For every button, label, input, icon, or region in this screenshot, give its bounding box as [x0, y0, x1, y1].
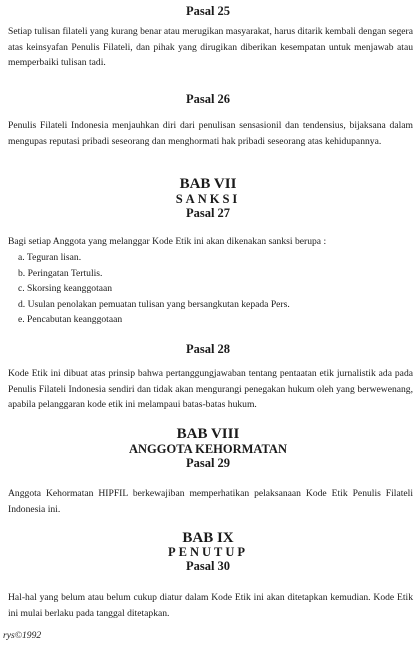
sanction-item: c. Skorsing keanggotaan: [18, 283, 113, 295]
pasal-30-heading: Pasal 30: [185, 559, 231, 573]
pasal-26-text: Penulis Filateli Indonesia menjauhkan diri dari penulisan sensasionil dan tendensius, bijaksana dalam mengupas reputasi pribadi seseorang dan menghormati hak pribadi seseorang atas kehidupannya.: [8, 120, 413, 147]
bab-9-title: PENUTUP: [167, 545, 249, 559]
sanction-item: e. Pencabutan keanggotaan: [18, 314, 123, 326]
pasal-27-heading: Pasal 27: [185, 206, 231, 220]
pasal-25-text: Setiap tulisan filateli yang kurang benar atau merugikan masyarakat, harus ditarik kembali dengan segera atas keinsyafan Penulis Filateli, dan pihak yang dirugikan diberikan kesempatan untuk menjawab atau memperbaiki tulisan tadi.: [8, 26, 413, 69]
pasal-28-heading: Pasal 28: [185, 342, 231, 356]
pasal-25-heading: Pasal 25: [185, 4, 231, 18]
pasal-30-text: Hal-hal yang belum atau belum cukup diatur dalam Kode Etik ini akan ditetapkan kemudian. Kode Etik ini mulai berlaku pada tanggal ditetapkan.: [8, 592, 413, 619]
bab-7-heading: BAB VII: [179, 176, 237, 192]
sanction-item: a. Teguran lisan.: [18, 252, 82, 263]
bab-8-heading: BAB VIII: [176, 426, 240, 442]
bab-9-heading: BAB IX: [182, 530, 234, 546]
pasal-28-text: Kode Etik ini dibuat atas prinsip bahwa pertanggungjawaban tentang pentaatan etik jurnalistik ada pada Penulis Filateli Indonesia sendiri dan tidak akan mengurangi penegakan hukum oleh yang berwewenang, apabila pelanggaran kode etik ini melampaui batas-batas hukum.: [8, 368, 413, 411]
signature: rys©1992: [3, 630, 42, 641]
pasal-26-heading: Pasal 26: [185, 92, 231, 106]
bab-8-title: ANGGOTA KEHORMATAN: [129, 442, 287, 456]
bab-7-title: SANKSI: [175, 192, 241, 206]
sanction-item: b. Peringatan Tertulis.: [18, 267, 103, 279]
sanction-list: [18, 250, 290, 328]
pasal-29-heading: Pasal 29: [185, 456, 231, 470]
pasal-27-intro: Bagi setiap Anggota yang melanggar Kode Etik ini akan dikenakan sanksi berupa :: [8, 236, 327, 247]
sanction-item: d. Usulan penolakan pemuatan tulisan yang bersangkutan kepada Pers.: [18, 298, 290, 310]
pasal-29-text: Anggota Kehormatan HIPFIL berkewajiban memperhatikan pelaksanaan Kode Etik Penulis Filateli Indonesia ini.: [8, 488, 413, 515]
